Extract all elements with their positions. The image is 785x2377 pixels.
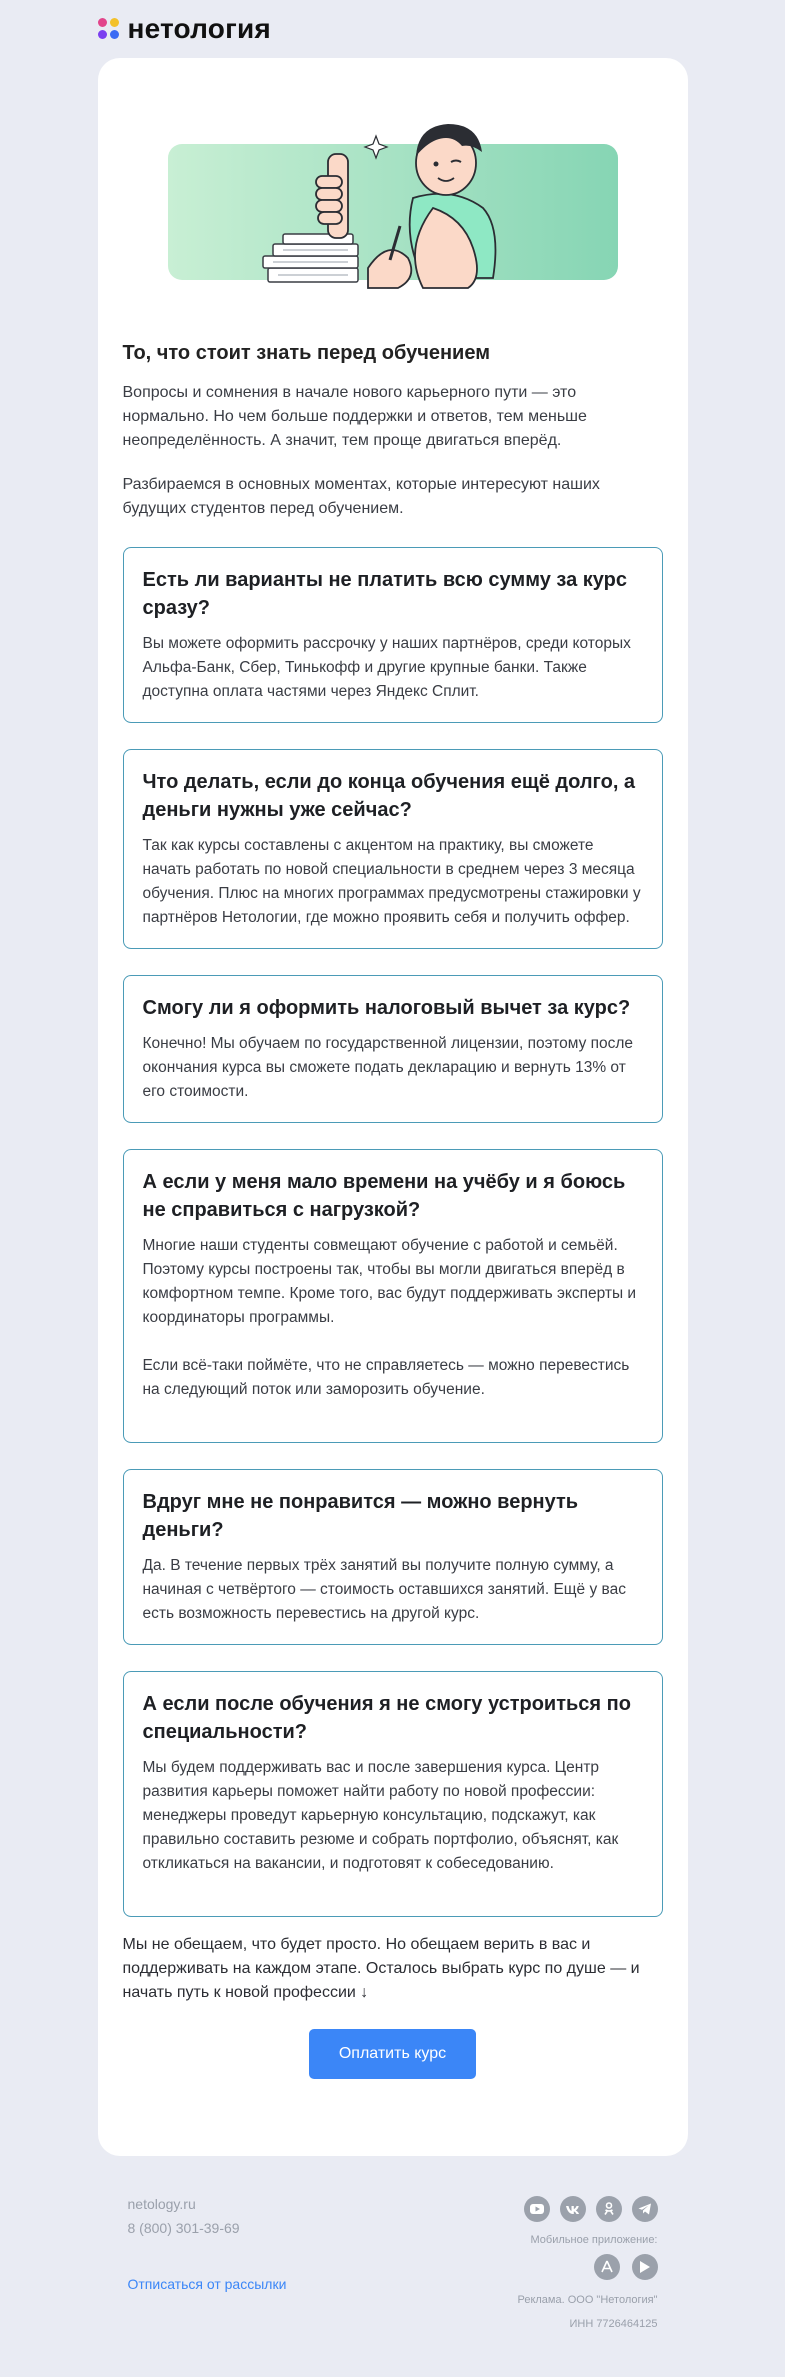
faq-item bbox=[123, 1469, 663, 1645]
odnoklassniki-icon[interactable] bbox=[596, 2196, 622, 2222]
outro-text: Мы не обещаем, что будет просто. Но обещаем верить в вас и поддерживать на каждом этапе. Осталось выбрать курс по душе — и начать путь к новой профессии ↓ bbox=[122, 1936, 640, 2001]
intro-paragraph: Разбираемся в основных моментах, которые интересуют наших будущих студентов перед обучением. bbox=[122, 476, 600, 517]
faq-item bbox=[123, 1149, 663, 1443]
vk-icon[interactable] bbox=[560, 2196, 586, 2222]
faq-item bbox=[123, 1671, 663, 1917]
intro-paragraph: Вопросы и сомнения в начале нового карьерного пути — это нормально. Но чем больше поддержки и ответов, тем меньше неопределённость. А значит, тем проще двигаться вперёд. bbox=[122, 384, 587, 449]
faq-answer: Вы можете оформить рассрочку у наших партнёров, среди которых Альфа-Банк, Сбер, Тинькофф и другие крупные банки. Также доступна оплата частями через Яндекс Сплит. bbox=[142, 635, 631, 700]
faq-answer: Конечно! Мы обучаем по государственной лицензии, поэтому после окончания курса вы сможете подать декларацию и вернуть 13% от его стоимости. bbox=[142, 1035, 634, 1100]
mobile-app-label: Мобильное приложение: bbox=[530, 2234, 658, 2246]
faq-question: Есть ли варианты не платить всю сумму за курс сразу? bbox=[142, 569, 627, 619]
faq-answer-extra: Если всё-таки поймёте, что не справляетесь — можно перевестись на следующий поток или заморозить обучение. bbox=[142, 1357, 630, 1398]
faq-item bbox=[123, 975, 663, 1123]
faq-question: А если после обучения я не смогу устроиться по специальности? bbox=[142, 1693, 631, 1743]
logo-wordmark[interactable]: нетология bbox=[127, 13, 271, 44]
app-store-icon[interactable] bbox=[594, 2254, 620, 2280]
faq-question: Что делать, если до конца обучения ещё долго, а деньги нужны уже сейчас? bbox=[142, 771, 636, 821]
faq-question: Смогу ли я оформить налоговый вычет за курс? bbox=[142, 997, 631, 1019]
telegram-icon[interactable] bbox=[632, 2196, 658, 2222]
faq-answer: Да. В течение первых трёх занятий вы получите полную сумму, а начиная с четвёртого — стоимость оставшихся занятий. Ещё у вас есть возможность перевестись на другой курс. bbox=[142, 1557, 626, 1622]
faq-item bbox=[123, 547, 663, 723]
inn-text: ИНН 7726464125 bbox=[569, 2318, 658, 2330]
phone-link[interactable]: 8 (800) 301-39-69 bbox=[127, 2220, 240, 2236]
faq-answer: Мы будем поддерживать вас и после завершения курса. Центр развития карьеры поможет найти работу по новой профессии: менеджеры проведут карьерную консультацию, подскажут, как правильно составить резюме и собрать портфолио, объяснят, как откликаться на вакансии, и подготовят к собеседованию. bbox=[142, 1759, 619, 1872]
site-link[interactable]: netology.ru bbox=[127, 2196, 196, 2212]
faq-answer: Так как курсы составлены с акцентом на практику, вы сможете начать работать по новой специальности в среднем через 3 месяца обучения. Плюс на многих программах предусмотрены стажировки у партнёров Нетологии, где можно проявить себя и получить оффер. bbox=[142, 837, 641, 926]
hero-illustration bbox=[168, 118, 618, 298]
content-card bbox=[98, 58, 688, 2156]
youtube-icon[interactable] bbox=[524, 2196, 550, 2222]
footer bbox=[128, 2196, 658, 2346]
intro-title: То, что стоит знать перед обучением bbox=[122, 342, 490, 364]
faq-question: Вдруг мне не понравится — можно вернуть деньги? bbox=[142, 1491, 579, 1541]
faq-question: А если у меня мало времени на учёбу и я боюсь не справиться с нагрузкой? bbox=[142, 1171, 626, 1221]
google-play-icon[interactable] bbox=[632, 2254, 658, 2280]
netology-logo-icon bbox=[98, 18, 120, 40]
header bbox=[98, 0, 688, 58]
pay-course-button[interactable]: Оплатить курс bbox=[309, 2029, 476, 2079]
faq-answer: Многие наши студенты совмещают обучение с работой и семьёй. Поэтому курсы построены так, чтобы вы могли двигаться вперёд в комфортном темпе. Кроме того, вас будут поддерживать эксперты и координаторы программы. bbox=[142, 1237, 637, 1326]
faq-item bbox=[123, 749, 663, 949]
unsubscribe-link[interactable]: Отписаться от рассылки bbox=[127, 2276, 287, 2292]
ad-disclaimer: Реклама. ООО "Нетология" bbox=[517, 2294, 658, 2306]
